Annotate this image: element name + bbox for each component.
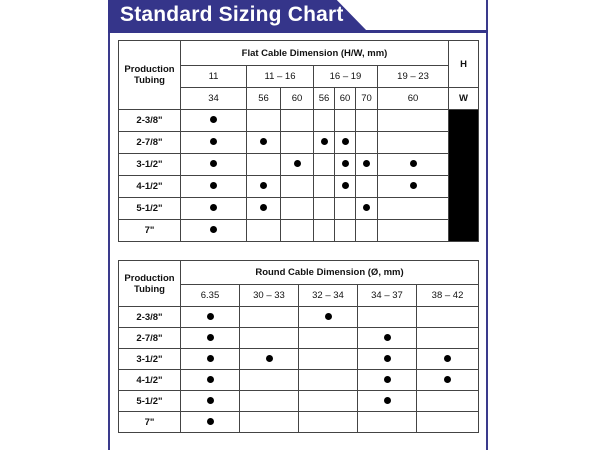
compatibility-dot xyxy=(207,355,214,362)
flat-tubing-label: 2-3/8" xyxy=(119,110,181,132)
round-cell xyxy=(181,307,240,328)
flat-cell xyxy=(247,110,281,132)
round-cell xyxy=(299,370,358,391)
flat-cell xyxy=(281,132,314,154)
flat-cell xyxy=(335,176,356,198)
page-title: Standard Sizing Chart xyxy=(120,3,344,26)
round-cell xyxy=(240,412,299,433)
flat-cell xyxy=(247,176,281,198)
flat-row-header: Production Tubing xyxy=(119,41,181,110)
compatibility-dot xyxy=(384,334,391,341)
flat-width-cell: 34 xyxy=(181,88,247,110)
flat-cell xyxy=(281,176,314,198)
round-cell xyxy=(240,328,299,349)
flat-group-header: Flat Cable Dimension (H/W, mm) xyxy=(181,41,449,66)
compatibility-dot xyxy=(210,226,217,233)
round-diameter-cell: 6.35 xyxy=(181,285,240,307)
round-cell xyxy=(417,370,479,391)
compatibility-dot xyxy=(342,160,349,167)
round-group-header: Round Cable Dimension (Ø, mm) xyxy=(181,261,479,285)
round-tubing-label: 2-7/8" xyxy=(119,328,181,349)
compatibility-dot xyxy=(321,138,328,145)
round-diameter-cell: 38 – 42 xyxy=(417,285,479,307)
round-table-row xyxy=(119,307,479,328)
flat-cell xyxy=(378,220,449,242)
flat-cell xyxy=(378,110,449,132)
flat-width-cell: 60 xyxy=(281,88,314,110)
round-cell xyxy=(181,370,240,391)
compatibility-dot xyxy=(207,397,214,404)
hw-dark-column xyxy=(449,110,479,242)
compatibility-dot xyxy=(342,138,349,145)
flat-cell xyxy=(281,198,314,220)
flat-height-group: 16 – 19 xyxy=(314,66,378,88)
round-cell xyxy=(181,412,240,433)
flat-width-cell: 56 xyxy=(314,88,335,110)
compatibility-dot xyxy=(363,160,370,167)
flat-width-cell: 56 xyxy=(247,88,281,110)
compatibility-dot xyxy=(294,160,301,167)
flat-cell xyxy=(314,176,335,198)
flat-cell xyxy=(181,198,247,220)
flat-cell xyxy=(335,132,356,154)
flat-cell xyxy=(356,132,378,154)
round-tubing-label: 3-1/2" xyxy=(119,349,181,370)
round-table-row xyxy=(119,412,479,433)
flat-table-row xyxy=(119,132,479,154)
flat-cell xyxy=(281,154,314,176)
flat-cell xyxy=(356,220,378,242)
flat-cell xyxy=(356,110,378,132)
compatibility-dot xyxy=(363,204,370,211)
round-cell xyxy=(358,328,417,349)
flat-cell xyxy=(281,220,314,242)
compatibility-dot xyxy=(444,376,451,383)
flat-height-group: 19 – 23 xyxy=(378,66,449,88)
round-cell xyxy=(299,412,358,433)
round-cell xyxy=(181,328,240,349)
round-cell xyxy=(240,307,299,328)
flat-width-cell: 60 xyxy=(335,88,356,110)
flat-cell xyxy=(378,132,449,154)
flat-cell xyxy=(335,198,356,220)
round-cell xyxy=(181,349,240,370)
flat-cell xyxy=(356,176,378,198)
round-tubing-label: 4-1/2" xyxy=(119,370,181,391)
compatibility-dot xyxy=(410,182,417,189)
round-cell xyxy=(299,349,358,370)
flat-cell xyxy=(356,154,378,176)
flat-cell xyxy=(314,110,335,132)
compatibility-dot xyxy=(210,138,217,145)
flat-cell xyxy=(378,154,449,176)
round-table-row xyxy=(119,391,479,412)
compatibility-dot xyxy=(260,138,267,145)
round-cell xyxy=(240,391,299,412)
flat-width-cell: 70 xyxy=(356,88,378,110)
compatibility-dot xyxy=(266,355,273,362)
compatibility-dot xyxy=(325,313,332,320)
compatibility-dot xyxy=(260,182,267,189)
round-cell xyxy=(358,412,417,433)
compatibility-dot xyxy=(384,355,391,362)
flat-table-row xyxy=(119,198,479,220)
flat-cell xyxy=(181,110,247,132)
flat-cable-table xyxy=(118,40,479,242)
flat-cell xyxy=(314,198,335,220)
round-diameter-cell: 34 – 37 xyxy=(358,285,417,307)
round-table-row xyxy=(119,370,479,391)
compatibility-dot xyxy=(210,204,217,211)
flat-table-row xyxy=(119,154,479,176)
round-table-row xyxy=(119,328,479,349)
flat-cell xyxy=(247,132,281,154)
compatibility-dot xyxy=(384,397,391,404)
compatibility-dot xyxy=(260,204,267,211)
flat-cell xyxy=(181,220,247,242)
round-table-row xyxy=(119,349,479,370)
flat-cell xyxy=(181,154,247,176)
round-cell xyxy=(299,391,358,412)
compatibility-dot xyxy=(210,160,217,167)
round-tubing-label: 7" xyxy=(119,412,181,433)
flat-height-group: 11 xyxy=(181,66,247,88)
compatibility-dot xyxy=(210,182,217,189)
round-cell xyxy=(417,328,479,349)
round-cell xyxy=(358,349,417,370)
flat-cell xyxy=(378,198,449,220)
flat-cell xyxy=(356,198,378,220)
compatibility-dot xyxy=(207,418,214,425)
compatibility-dot xyxy=(207,376,214,383)
compatibility-dot xyxy=(410,160,417,167)
flat-cell xyxy=(314,220,335,242)
round-cell xyxy=(417,349,479,370)
round-cell xyxy=(358,391,417,412)
flat-tubing-label: 2-7/8" xyxy=(119,132,181,154)
round-cell xyxy=(240,370,299,391)
round-cell xyxy=(417,412,479,433)
round-cell xyxy=(240,349,299,370)
flat-cell xyxy=(181,132,247,154)
flat-cell xyxy=(247,220,281,242)
flat-table-row xyxy=(119,110,479,132)
compatibility-dot xyxy=(342,182,349,189)
round-cell xyxy=(299,307,358,328)
flat-width-cell: 60 xyxy=(378,88,449,110)
flat-cell xyxy=(335,154,356,176)
flat-cell xyxy=(247,154,281,176)
round-row-header: Production Tubing xyxy=(119,261,181,307)
flat-tubing-label: 4-1/2" xyxy=(119,176,181,198)
round-tubing-label: 5-1/2" xyxy=(119,391,181,412)
round-tubing-label: 2-3/8" xyxy=(119,307,181,328)
compatibility-dot xyxy=(207,313,214,320)
round-cell xyxy=(358,370,417,391)
flat-tubing-label: 7" xyxy=(119,220,181,242)
round-diameter-cell: 32 – 34 xyxy=(299,285,358,307)
flat-cell xyxy=(247,198,281,220)
compatibility-dot xyxy=(384,376,391,383)
round-cell xyxy=(299,328,358,349)
compatibility-dot xyxy=(444,355,451,362)
flat-cell xyxy=(378,176,449,198)
flat-cell xyxy=(335,110,356,132)
round-cell xyxy=(181,391,240,412)
round-diameter-cell: 30 – 33 xyxy=(240,285,299,307)
flat-cell xyxy=(335,220,356,242)
title-underline xyxy=(108,30,488,33)
flat-table-row xyxy=(119,220,479,242)
compatibility-dot xyxy=(210,116,217,123)
round-cable-table xyxy=(118,260,479,433)
round-cell xyxy=(417,391,479,412)
flat-h-label: H xyxy=(449,41,479,88)
flat-cell xyxy=(314,154,335,176)
compatibility-dot xyxy=(207,334,214,341)
flat-table-row xyxy=(119,176,479,198)
flat-cell xyxy=(181,176,247,198)
flat-tubing-label: 5-1/2" xyxy=(119,198,181,220)
flat-cell xyxy=(314,132,335,154)
round-cell xyxy=(358,307,417,328)
flat-cell xyxy=(281,110,314,132)
flat-tubing-label: 3-1/2" xyxy=(119,154,181,176)
flat-height-group: 11 – 16 xyxy=(247,66,314,88)
round-cell xyxy=(417,307,479,328)
flat-w-label: W xyxy=(449,88,479,110)
